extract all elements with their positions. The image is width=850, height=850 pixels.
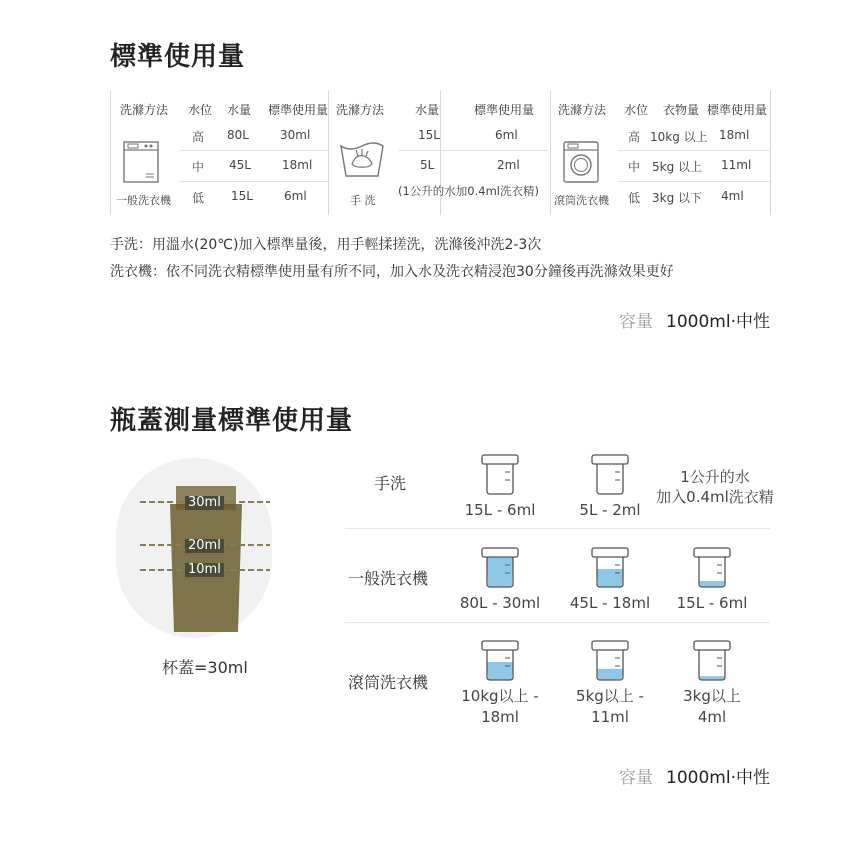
header-amount: 標準使用量	[474, 103, 535, 117]
cup-label: 5kg以上 -	[576, 687, 644, 705]
cup-label: 80L - 30ml	[459, 594, 541, 612]
drum-amount: 4ml	[721, 189, 744, 203]
cup-label: 45L - 18ml	[569, 594, 651, 612]
cup-rim	[482, 548, 518, 557]
capacity-value: 1000ml‧中性	[666, 312, 770, 332]
cup-body	[597, 464, 623, 494]
machine-amount: 6ml	[284, 189, 307, 203]
hand-amount: 2ml	[497, 158, 520, 172]
drum-load: 10kg 以上	[650, 130, 708, 144]
row-label-hand: 手洗	[374, 474, 407, 493]
drum-amount: 11ml	[721, 158, 752, 172]
cup-liquid-fill	[487, 662, 513, 680]
cup-label: 11ml	[591, 708, 629, 726]
cup-rim	[482, 641, 518, 650]
hand-label: 手 洗	[350, 194, 376, 207]
hand-amount: 6ml	[495, 128, 518, 142]
header-amount: 標準使用量	[707, 103, 768, 117]
machine-water: 15L	[231, 189, 253, 203]
hand-water: 15L	[418, 128, 440, 142]
cup-label: 15L - 6ml	[676, 594, 748, 612]
capacity-label: 容量	[618, 312, 653, 332]
header-amount: 標準使用量	[268, 103, 329, 117]
machine-level: 中	[192, 160, 205, 174]
drum-level: 低	[628, 191, 641, 205]
hand-wash-icon	[338, 140, 386, 180]
row-label-drum: 滾筒洗衣機	[348, 673, 429, 692]
cup-body	[487, 464, 513, 494]
hand-note-line1: 1公升的水	[680, 468, 750, 486]
cup-rim	[694, 548, 730, 557]
cup-label: 15L - 6ml	[464, 501, 536, 519]
capacity-label: 容量	[618, 768, 653, 788]
header-level: 水位	[624, 103, 649, 117]
machine-amount: 18ml	[282, 158, 313, 172]
cup-liquid-fill	[597, 669, 623, 680]
cup-rim	[694, 641, 730, 650]
header-method: 洗滌方法	[336, 103, 385, 117]
measuring-cup-icon	[479, 545, 521, 591]
cap-mark-10: 10ml	[185, 563, 224, 577]
cup-liquid-fill	[487, 557, 513, 587]
machine-level: 高	[192, 130, 205, 144]
capacity	[619, 307, 770, 332]
machine-amount: 30ml	[280, 128, 311, 142]
cup-rim	[592, 641, 628, 650]
measuring-cup-icon	[479, 638, 521, 684]
cup-rim	[482, 455, 518, 464]
hand-note: (1公升的水加0.4ml洗衣精)	[398, 184, 539, 198]
note-hand: 手洗：用溫水(20℃)加入標準量後，用手輕揉搓洗，洗滌後沖洗2-3次	[110, 237, 542, 253]
cup-label: 3kg以上	[683, 687, 741, 705]
cup-rim	[592, 548, 628, 557]
cup-label: 4ml	[697, 708, 727, 726]
drum-level: 中	[628, 160, 641, 174]
capacity	[619, 763, 770, 788]
drum-label: 滾筒洗衣機	[554, 194, 609, 207]
hand-note-line2: 加入0.4ml洗衣精	[656, 488, 774, 506]
section2-title: 瓶蓋測量標準使用量	[110, 406, 354, 436]
cup-label: 10kg以上 -	[461, 687, 539, 705]
hand-water: 5L	[420, 158, 435, 172]
measuring-cup-icon	[691, 545, 733, 591]
drum-amount: 18ml	[719, 128, 750, 142]
cup-label: 5L - 2ml	[579, 501, 641, 519]
machine-water: 80L	[227, 128, 249, 142]
section1-title: 標準使用量	[110, 42, 246, 72]
measuring-cup-icon	[589, 452, 631, 498]
drum-load: 3kg 以下	[652, 191, 703, 205]
cap-caption: 杯蓋=30ml	[162, 658, 248, 677]
cap-mark-20: 20ml	[185, 539, 224, 553]
drum-washer-icon	[560, 140, 602, 184]
header-load: 衣物量	[663, 103, 700, 117]
measuring-cup-icon	[589, 545, 631, 591]
header-method: 洗滌方法	[558, 103, 607, 117]
header-water: 水量	[415, 103, 440, 117]
cap-mark-30: 30ml	[185, 496, 224, 510]
machine-level: 低	[192, 191, 205, 205]
machine-label: 一般洗衣機	[116, 194, 171, 207]
cup-liquid-fill	[699, 581, 725, 587]
washing-machine-icon	[120, 140, 162, 184]
measuring-cup-icon	[479, 452, 521, 498]
capacity-value: 1000ml‧中性	[666, 768, 770, 788]
drum-load: 5kg 以上	[652, 160, 703, 174]
machine-water: 45L	[229, 158, 251, 172]
measuring-cup-icon	[691, 638, 733, 684]
note-machine: 洗衣機：依不同洗衣精標準使用量有所不同，加入水及洗衣精浸泡30分鐘後再洗滌效果更好	[110, 264, 674, 280]
header-method: 洗滌方法	[120, 103, 169, 117]
drum-level: 高	[628, 130, 641, 144]
cup-label: 18ml	[481, 708, 519, 726]
cup-rim	[592, 455, 628, 464]
cup-body	[699, 650, 725, 680]
row-label-machine: 一般洗衣機	[348, 569, 429, 588]
usage-table	[110, 90, 770, 220]
measuring-cup-icon	[589, 638, 631, 684]
header-level: 水位	[188, 103, 213, 117]
cup-liquid-fill	[597, 569, 623, 587]
header-water: 水量	[227, 103, 252, 117]
